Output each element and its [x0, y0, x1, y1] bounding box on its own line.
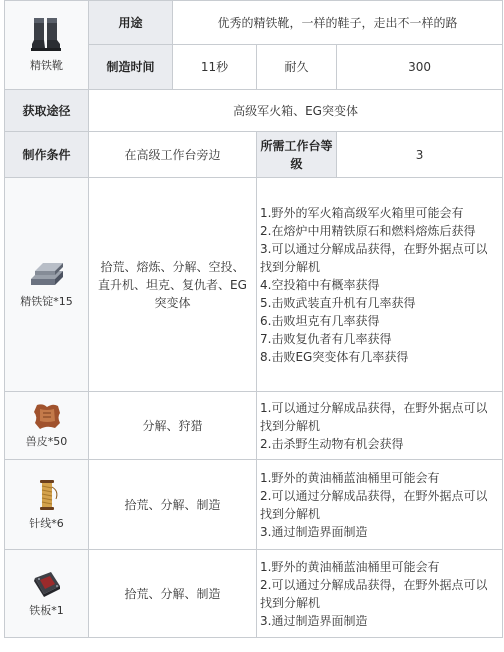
source-item: 1.可以通过分解成品获得，在野外据点可以找到分解机	[260, 400, 488, 433]
durability-value: 300	[337, 45, 503, 90]
source-item: 4.空投箱中有概率获得	[260, 277, 380, 292]
material-methods: 拾荒、分解、制造	[89, 460, 257, 550]
material-row	[5, 178, 503, 392]
source-item: 5.击败武装直升机有几率获得	[260, 295, 416, 310]
material-row	[5, 460, 503, 550]
source-item: 3.可以通过分解成品获得，在野外据点可以找到分解机	[260, 241, 488, 274]
material-sources	[257, 460, 503, 550]
material-methods: 拾荒、熔炼、分解、空投、直升机、坦克、复仇者、EG突变体	[89, 178, 257, 392]
source-item: 2.可以通过分解成品获得，在野外据点可以找到分解机	[260, 577, 488, 610]
source-item: 3.通过制造界面制造	[260, 524, 368, 539]
bench-level-value: 3	[337, 132, 503, 178]
material-row	[5, 392, 503, 460]
use-label: 用途	[89, 1, 173, 45]
material-cell	[5, 550, 89, 638]
source-item: 1.野外的军火箱高级军火箱里可能会有	[260, 205, 464, 220]
material-methods: 拾荒、分解、制造	[89, 550, 257, 638]
material-name: 针线*6	[29, 516, 64, 530]
use-value: 优秀的精铁靴，一样的鞋子，走出不一样的路	[173, 1, 503, 45]
material-sources	[257, 392, 503, 460]
iron-ingot-icon	[27, 259, 67, 291]
source-item: 2.击杀野生动物有机会获得	[260, 436, 404, 451]
material-sources	[257, 178, 503, 392]
iron-plate-icon	[31, 568, 63, 600]
material-name: 兽皮*50	[25, 434, 68, 448]
craft-time-label: 制造时间	[89, 45, 173, 90]
iron-boots-icon	[27, 15, 67, 55]
condition-value: 在高级工作台旁边	[89, 132, 257, 178]
durability-label: 耐久	[257, 45, 337, 90]
item-name: 精铁靴	[30, 59, 63, 72]
material-cell	[5, 460, 89, 550]
source-item: 1.野外的黄油桶蓝油桶里可能会有	[260, 559, 440, 574]
craft-time-value: 11秒	[173, 45, 257, 90]
material-row	[5, 550, 503, 638]
source-item: 3.通过制造界面制造	[260, 613, 368, 628]
item-cell	[5, 1, 89, 90]
condition-label: 制作条件	[5, 132, 89, 178]
material-sources	[257, 550, 503, 638]
thread-spool-icon	[32, 477, 62, 513]
source-item: 2.在熔炉中用精铁原石和燃料熔炼后获得	[260, 223, 476, 238]
obtain-value: 高级军火箱、EG突变体	[89, 90, 503, 132]
material-name: 铁板*1	[29, 603, 64, 617]
material-name: 精铁锭*15	[20, 294, 73, 308]
source-item: 6.击败坦克有几率获得	[260, 313, 380, 328]
bench-level-label: 所需工作台等级	[257, 132, 337, 178]
material-methods: 分解、狩猎	[89, 392, 257, 460]
source-item: 2.可以通过分解成品获得，在野外据点可以找到分解机	[260, 488, 488, 521]
source-item: 7.击败复仇者有几率获得	[260, 331, 392, 346]
material-cell	[5, 392, 89, 460]
material-cell	[5, 178, 89, 392]
item-info-table	[4, 0, 503, 638]
obtain-label: 获取途径	[5, 90, 89, 132]
source-item: 1.野外的黄油桶蓝油桶里可能会有	[260, 470, 440, 485]
source-item: 8.击败EG突变体有几率获得	[260, 349, 409, 364]
animal-hide-icon	[31, 401, 63, 431]
